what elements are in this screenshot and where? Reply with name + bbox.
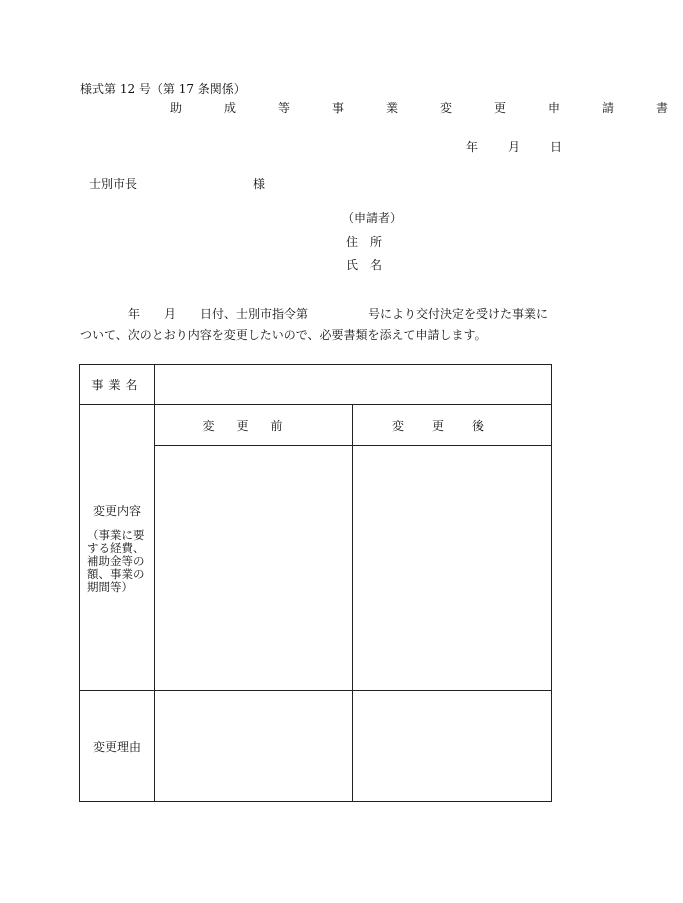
- body-text-line-2: ついて、次のとおり内容を変更したいので、必要書類を添えて申請します。: [80, 328, 487, 342]
- project-name-label-cell: [80, 365, 155, 405]
- project-name-label: 事業名: [91, 378, 143, 392]
- content-note: （事業に要する経費、補助金等の額、事業の期間等）: [87, 527, 145, 594]
- content-after-field[interactable]: [353, 446, 552, 691]
- addressee: 士別市長: [89, 177, 138, 191]
- table-row-project-name: [80, 365, 552, 405]
- after-header-cell: [353, 405, 552, 446]
- after-header: 変更後: [391, 418, 512, 433]
- reason-label: 変更理由: [92, 739, 141, 754]
- before-header-cell: [155, 405, 353, 446]
- change-table: [79, 364, 552, 802]
- content-before-field[interactable]: [155, 446, 353, 691]
- content-label: 変更内容: [92, 503, 141, 518]
- document-title: 助 成 等 事 業 変 更 申 請 書: [170, 101, 683, 115]
- project-name-field[interactable]: [155, 365, 552, 405]
- date-line: [466, 138, 562, 155]
- name-label: 氏 名: [346, 258, 383, 272]
- date-day: 日: [550, 140, 563, 154]
- reason-label-cell: [80, 691, 155, 802]
- body-text-line-1: 年 月 日付、士別市指令第 号により交付決定を受けた事業に: [80, 307, 549, 321]
- table-row-reason: [80, 691, 552, 802]
- before-header: 変更前: [202, 418, 305, 433]
- date-year: 年: [466, 140, 479, 154]
- content-label-cell: [80, 405, 155, 691]
- address-label: 住 所: [346, 235, 383, 249]
- date-month: 月: [508, 140, 521, 154]
- table-row-header: [80, 405, 552, 446]
- honorific: 様: [253, 177, 266, 191]
- applicant-label: （申請者）: [342, 211, 403, 225]
- form-number: 様式第 12 号（第 17 条関係）: [80, 82, 246, 96]
- reason-before-field[interactable]: [155, 691, 353, 802]
- reason-after-field[interactable]: [353, 691, 552, 802]
